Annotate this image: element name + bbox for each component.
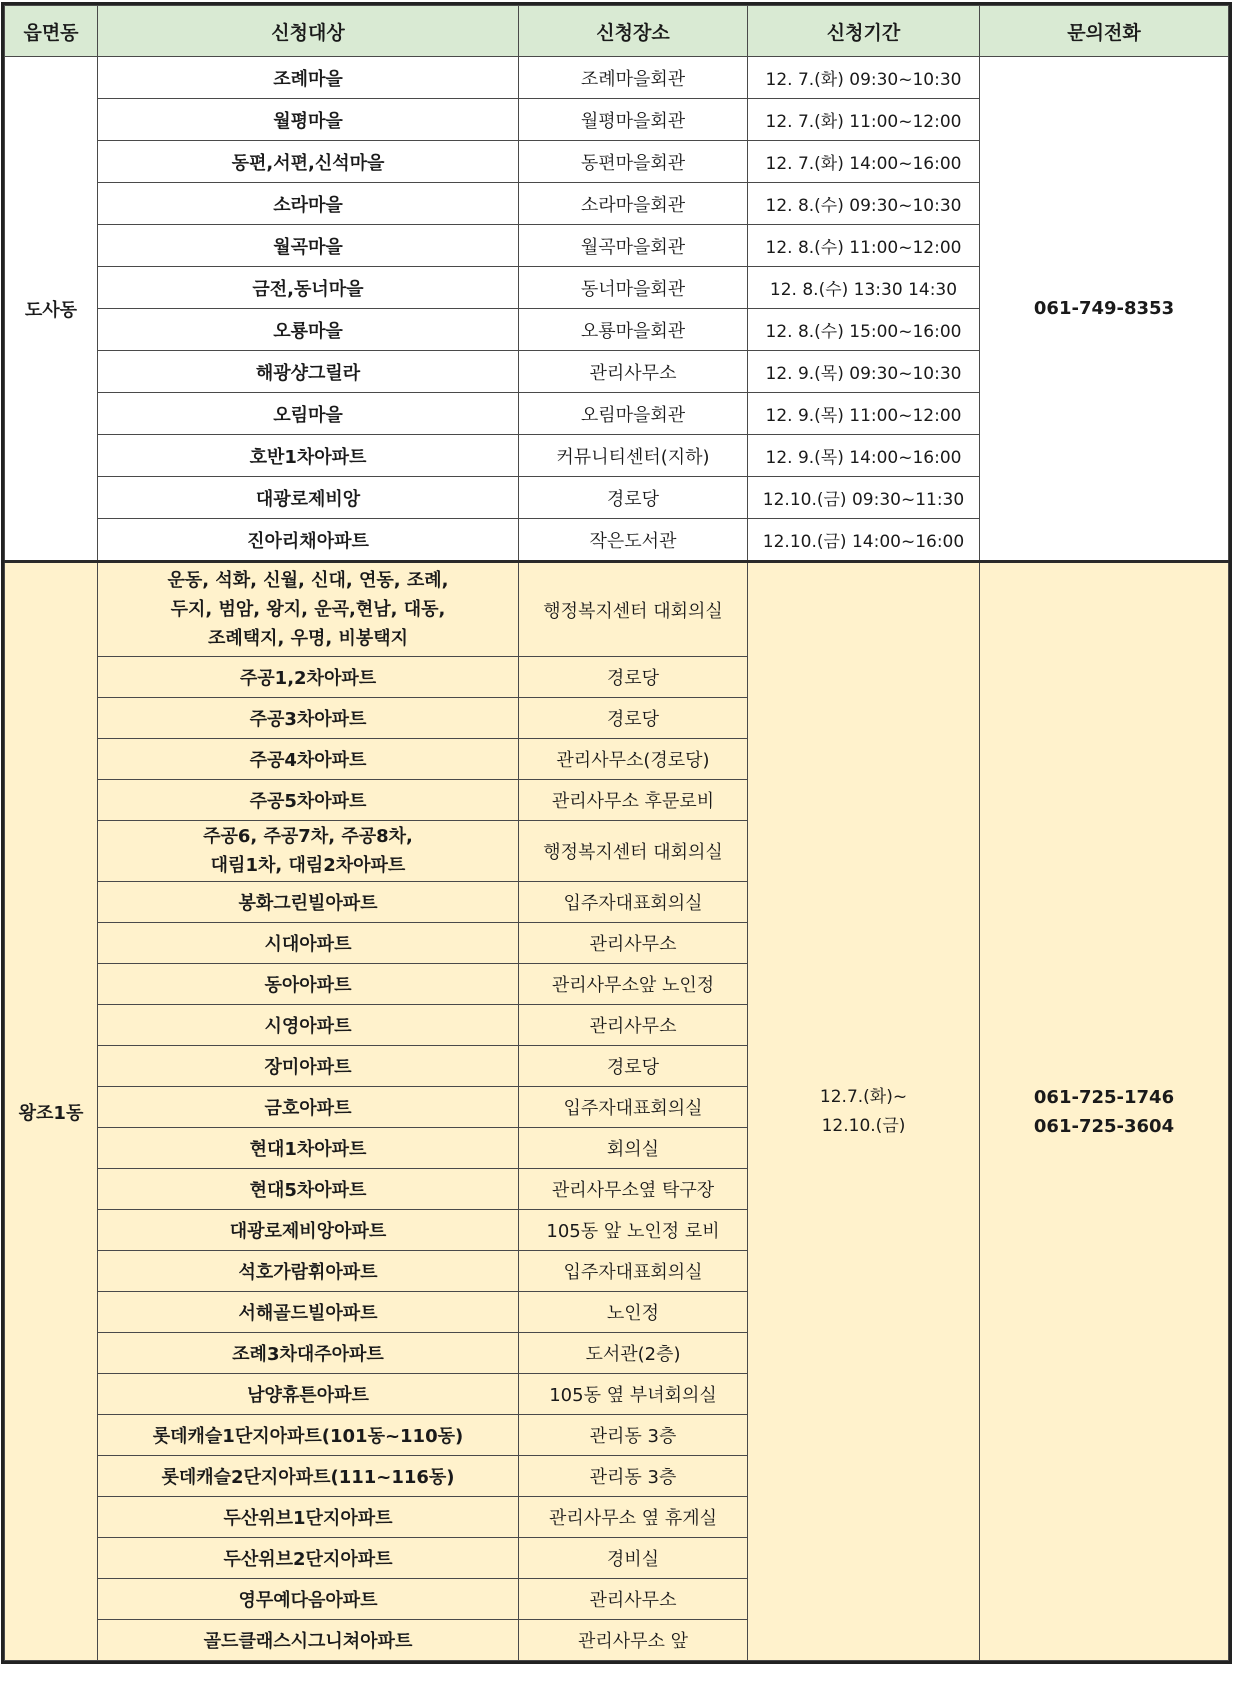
target-line: 영무예다음아파트 bbox=[238, 1590, 378, 1611]
target-cell: 월평마을 bbox=[98, 99, 519, 141]
target-cell bbox=[98, 1579, 519, 1620]
dong-name: 왕조1동 bbox=[5, 562, 98, 1661]
target-line: 봉화그린빌아파트 bbox=[238, 893, 378, 914]
target-cell: 해광샹그릴라 bbox=[98, 351, 519, 393]
place-cell: 관리동 3층 bbox=[519, 1456, 748, 1497]
place-cell: 오룡마을회관 bbox=[519, 309, 748, 351]
wangjo1-dong-group bbox=[5, 562, 1229, 1661]
target-line: 두산위브1단지아파트 bbox=[223, 1508, 393, 1529]
target-cell bbox=[98, 1415, 519, 1456]
target-cell: 동편,서편,신석마을 bbox=[98, 141, 519, 183]
target-cell: 월곡마을 bbox=[98, 225, 519, 267]
target-cell: 조례마을 bbox=[98, 57, 519, 99]
target-cell bbox=[98, 780, 519, 821]
period-cell bbox=[748, 562, 980, 1661]
target-cell bbox=[98, 562, 519, 657]
target-line: 골드클래스시그니쳐아파트 bbox=[203, 1631, 413, 1652]
place-cell: 소라마을회관 bbox=[519, 183, 748, 225]
dosa-dong-group bbox=[5, 57, 1229, 562]
phone-cell bbox=[980, 562, 1229, 1661]
target-line: 금호아파트 bbox=[264, 1098, 352, 1119]
target-cell bbox=[98, 739, 519, 780]
target-cell bbox=[98, 1538, 519, 1579]
header-period: 신청기간 bbox=[748, 6, 980, 57]
period-cell: 12. 8.(수) 13:30 14:30 bbox=[748, 267, 980, 309]
target-line: 두지, 범암, 왕지, 운곡,현남, 대동, bbox=[170, 599, 446, 620]
period-cell: 12. 7.(화) 09:30~10:30 bbox=[748, 57, 980, 99]
target-cell bbox=[98, 1251, 519, 1292]
target-cell bbox=[98, 1128, 519, 1169]
target-line: 남양휴튼아파트 bbox=[247, 1385, 369, 1406]
target-cell bbox=[98, 923, 519, 964]
place-cell: 관리사무소 bbox=[519, 351, 748, 393]
period-cell: 12. 8.(수) 09:30~10:30 bbox=[748, 183, 980, 225]
target-cell bbox=[98, 964, 519, 1005]
target-cell: 진아리채아파트 bbox=[98, 519, 519, 562]
target-line: 롯데캐슬1단지아파트(101동~110동) bbox=[152, 1426, 464, 1447]
place-cell: 조례마을회관 bbox=[519, 57, 748, 99]
target-cell: 오림마을 bbox=[98, 393, 519, 435]
place-cell: 경로당 bbox=[519, 698, 748, 739]
period-cell: 12. 9.(목) 11:00~12:00 bbox=[748, 393, 980, 435]
target-cell bbox=[98, 1292, 519, 1333]
target-line: 조례택지, 우명, 비봉택지 bbox=[207, 628, 409, 649]
period-cell: 12. 7.(화) 14:00~16:00 bbox=[748, 141, 980, 183]
place-cell: 경로당 bbox=[519, 477, 748, 519]
place-cell: 관리사무소 bbox=[519, 1005, 748, 1046]
table-row bbox=[5, 562, 1229, 657]
target-line: 롯데캐슬2단지아파트(111~116동) bbox=[161, 1467, 455, 1488]
target-line: 두산위브2단지아파트 bbox=[223, 1549, 393, 1570]
place-cell: 월평마을회관 bbox=[519, 99, 748, 141]
target-line: 운동, 석화, 신월, 신대, 연동, 조례, bbox=[167, 570, 449, 591]
target-line: 조례3차대주아파트 bbox=[232, 1344, 384, 1365]
place-cell: 오림마을회관 bbox=[519, 393, 748, 435]
target-line: 시영아파트 bbox=[264, 1016, 352, 1037]
target-line: 현대5차아파트 bbox=[249, 1180, 367, 1201]
period-cell: 12. 7.(화) 11:00~12:00 bbox=[748, 99, 980, 141]
place-cell: 관리사무소옆 탁구장 bbox=[519, 1169, 748, 1210]
period-cell: 12. 9.(목) 14:00~16:00 bbox=[748, 435, 980, 477]
period-cell: 12. 8.(수) 11:00~12:00 bbox=[748, 225, 980, 267]
period-end: 12.10.(금) bbox=[821, 1115, 906, 1136]
header-target: 신청대상 bbox=[98, 6, 519, 57]
target-line: 현대1차아파트 bbox=[249, 1139, 367, 1160]
header-place: 신청장소 bbox=[519, 6, 748, 57]
target-line: 시대아파트 bbox=[264, 934, 352, 955]
place-cell: 커뮤니티센터(지하) bbox=[519, 435, 748, 477]
period-cell: 12. 9.(목) 09:30~10:30 bbox=[748, 351, 980, 393]
place-cell: 작은도서관 bbox=[519, 519, 748, 562]
target-cell bbox=[98, 1046, 519, 1087]
target-cell: 소라마을 bbox=[98, 183, 519, 225]
target-line: 주공6, 주공7차, 주공8차, bbox=[203, 826, 413, 847]
place-cell: 관리사무소 bbox=[519, 1579, 748, 1620]
table-row bbox=[5, 57, 1229, 99]
target-line: 주공4차아파트 bbox=[249, 750, 367, 771]
place-cell: 동편마을회관 bbox=[519, 141, 748, 183]
target-line: 대광로제비앙아파트 bbox=[229, 1221, 387, 1242]
target-cell bbox=[98, 1210, 519, 1251]
target-line: 대림1차, 대림2차아파트 bbox=[210, 855, 406, 876]
place-cell: 관리사무소 후문로비 bbox=[519, 780, 748, 821]
target-cell: 금전,동너마을 bbox=[98, 267, 519, 309]
place-cell: 동너마을회관 bbox=[519, 267, 748, 309]
period-cell: 12.10.(금) 14:00~16:00 bbox=[748, 519, 980, 562]
phone-line: 061-725-1746 bbox=[1033, 1086, 1175, 1108]
period-cell: 12.10.(금) 09:30~11:30 bbox=[748, 477, 980, 519]
place-cell: 경비실 bbox=[519, 1538, 748, 1579]
place-cell: 입주자대표회의실 bbox=[519, 1251, 748, 1292]
period-start: 12.7.(화)~ bbox=[819, 1086, 908, 1107]
target-line: 장미아파트 bbox=[264, 1057, 352, 1078]
target-cell bbox=[98, 1620, 519, 1661]
target-cell bbox=[98, 1087, 519, 1128]
target-line: 서해골드빌아파트 bbox=[238, 1303, 378, 1324]
place-cell: 도서관(2층) bbox=[519, 1333, 748, 1374]
header-dong: 읍면동 bbox=[5, 6, 98, 57]
target-cell bbox=[98, 1456, 519, 1497]
target-line: 주공5차아파트 bbox=[249, 791, 367, 812]
header-row bbox=[5, 6, 1229, 57]
place-cell: 행정복지센터 대회의실 bbox=[519, 562, 748, 657]
place-cell: 관리사무소 bbox=[519, 923, 748, 964]
phone-line: 061-725-3604 bbox=[1033, 1115, 1175, 1137]
place-cell: 관리사무소 옆 휴게실 bbox=[519, 1497, 748, 1538]
place-cell: 월곡마을회관 bbox=[519, 225, 748, 267]
phone-cell: 061-749-8353 bbox=[980, 57, 1229, 562]
target-cell bbox=[98, 1005, 519, 1046]
period-cell: 12. 8.(수) 15:00~16:00 bbox=[748, 309, 980, 351]
dong-name: 도사동 bbox=[5, 57, 98, 562]
place-cell: 입주자대표회의실 bbox=[519, 1087, 748, 1128]
target-line: 주공1,2차아파트 bbox=[239, 668, 377, 689]
place-cell: 105동 옆 부녀회의실 bbox=[519, 1374, 748, 1415]
target-cell bbox=[98, 1333, 519, 1374]
target-cell: 오룡마을 bbox=[98, 309, 519, 351]
target-cell: 대광로제비앙 bbox=[98, 477, 519, 519]
place-cell: 입주자대표회의실 bbox=[519, 882, 748, 923]
place-cell: 노인정 bbox=[519, 1292, 748, 1333]
place-cell: 경로당 bbox=[519, 657, 748, 698]
place-cell: 회의실 bbox=[519, 1128, 748, 1169]
place-cell: 관리사무소앞 노인정 bbox=[519, 964, 748, 1005]
target-cell bbox=[98, 698, 519, 739]
target-cell bbox=[98, 821, 519, 882]
place-cell: 경로당 bbox=[519, 1046, 748, 1087]
target-cell bbox=[98, 657, 519, 698]
target-cell bbox=[98, 1169, 519, 1210]
target-line: 동아아파트 bbox=[264, 975, 352, 996]
target-cell bbox=[98, 1497, 519, 1538]
target-line: 주공3차아파트 bbox=[249, 709, 367, 730]
place-cell: 관리동 3층 bbox=[519, 1415, 748, 1456]
target-line: 석호가람휘아파트 bbox=[238, 1262, 378, 1283]
place-cell: 관리사무소(경로당) bbox=[519, 739, 748, 780]
application-schedule-table bbox=[4, 5, 1229, 1661]
target-cell: 호반1차아파트 bbox=[98, 435, 519, 477]
header-phone: 문의전화 bbox=[980, 6, 1229, 57]
place-cell: 행정복지센터 대회의실 bbox=[519, 821, 748, 882]
place-cell: 관리사무소 앞 bbox=[519, 1620, 748, 1661]
target-cell bbox=[98, 1374, 519, 1415]
target-cell bbox=[98, 882, 519, 923]
place-cell: 105동 앞 노인정 로비 bbox=[519, 1210, 748, 1251]
